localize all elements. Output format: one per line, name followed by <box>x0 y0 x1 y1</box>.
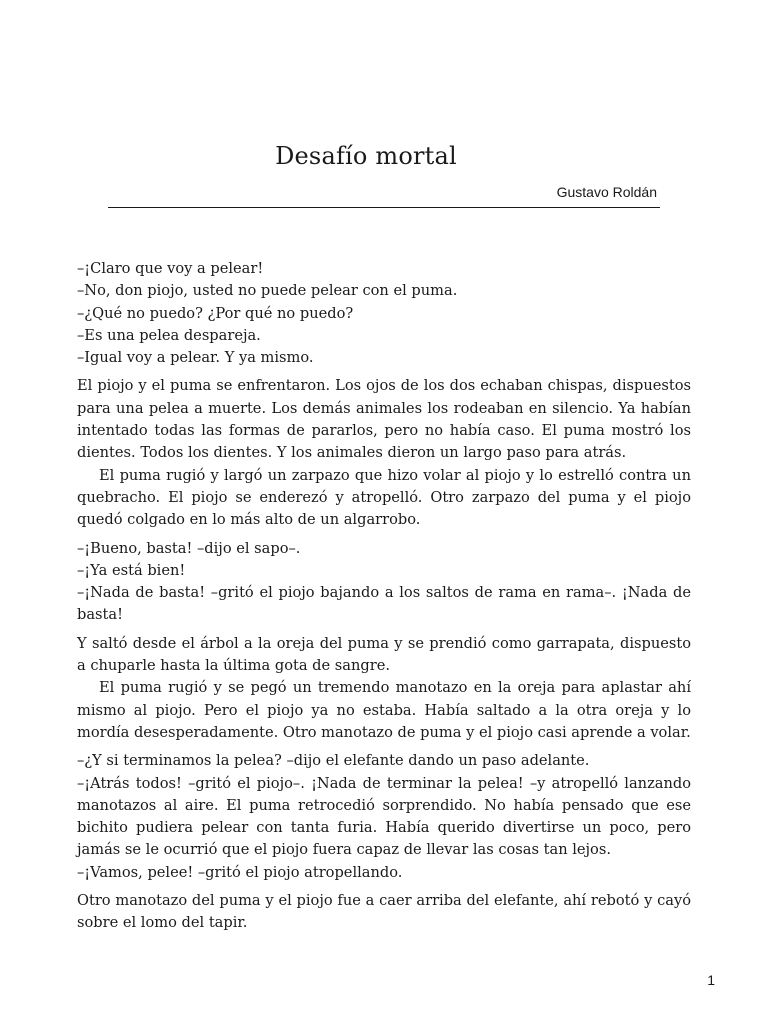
paragraph: El puma rugió y largó un zarpazo que hizo volar al piojo y lo estrelló contra un quebracho. El piojo se enderezó y atropelló. Otro zarpazo del puma y el piojo quedó colgado en lo más alto de un algarrobo. <box>77 466 691 529</box>
story-body <box>77 258 691 935</box>
paragraph: –¡Bueno, basta! –dijo el sapo–. <box>77 539 301 557</box>
paragraph: –¡Nada de basta! –gritó el piojo bajando a los saltos de rama en rama–. ¡Nada de basta! <box>77 584 691 624</box>
paragraph: Y saltó desde el árbol a la oreja del puma y se prendió como garrapata, dispuesto a chuparle hasta la última gota de sangre. <box>77 634 691 675</box>
page-title: Desafío mortal <box>275 142 457 170</box>
title-divider <box>108 207 660 208</box>
paragraph: –¡Vamos, pelee! –gritó el piojo atropellando. <box>77 863 403 881</box>
paragraph: –¡Claro que voy a pelear! <box>77 260 264 277</box>
paragraph: –Es una pelea despareja. <box>77 326 261 344</box>
paragraph: –Igual voy a pelear. Y ya mismo. <box>77 349 314 367</box>
paragraph: –¿Qué no puedo? ¿Por qué no puedo? <box>77 304 354 322</box>
paragraph: –No, don piojo, usted no puede pelear con el puma. <box>77 282 458 300</box>
paragraph: –¡Ya está bien! <box>77 561 186 579</box>
paragraph: –¿Y si terminamos la pelea? –dijo el elefante dando un paso adelante. <box>77 752 590 770</box>
author-name: Gustavo Roldán <box>556 184 657 200</box>
paragraph: Otro manotazo del puma y el piojo fue a caer arriba del elefante, ahí rebotó y cayó sobre el lomo del tapir. <box>77 892 691 932</box>
paragraph: El puma rugió y se pegó un tremendo manotazo en la oreja para aplastar ahí mismo al piojo. Pero el piojo ya no estaba. Había saltado a la otra oreja y lo mordía desesperadamente. Otro manotazo de puma y el piojo casi aprende a volar. <box>77 679 691 741</box>
paragraph: –¡Atrás todos! –gritó el piojo–. ¡Nada de terminar la pelea! –y atropelló lanzando manotazos al aire. El puma retrocedió sorprendido. No había pensado que ese bichito pudiera pelear con tanta furia. Había querido divertirse un poco, pero jamás se le ocurrió que el piojo fuera capaz de llevar las cosas tan lejos. <box>77 774 691 859</box>
page-number: 1 <box>707 972 715 988</box>
paragraph: El piojo y el puma se enfrentaron. Los ojos de los dos echaban chispas, dispuestos para una pelea a muerte. Los demás animales los rodeaban en silencio. Ya habían intentado todas las formas de pararlos, pero no había caso. El puma mostró los dientes. Todos los dientes. Y los animales dieron un largo paso para atrás. <box>77 377 691 462</box>
